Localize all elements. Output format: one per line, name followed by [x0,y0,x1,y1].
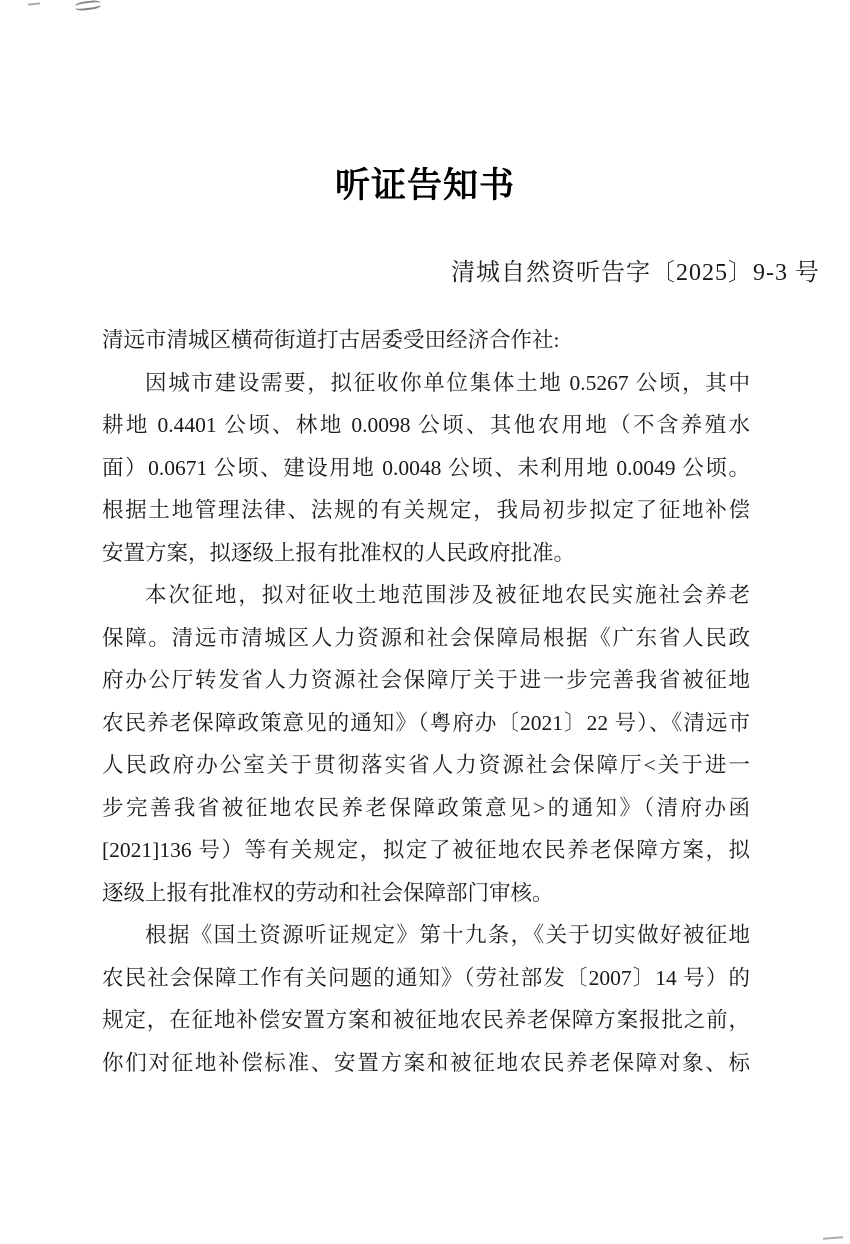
body-line: 保障。清远市清城区人力资源和社会保障局根据《广东省人民政 [102,625,750,650]
body-line: 府办公厅转发省人力资源社会保障厅关于进一步完善我省被征地 [102,668,750,692]
body-line: 安置方案，拟逐级上报有批准权的人民政府批准。 [102,540,576,565]
body-line: 逐级上报有批准权的劳动和社会保障部门审核。 [102,880,554,905]
document-title: 听证告知书 [334,166,515,205]
body-line: 因城市建设需要，拟征收你单位集体土地 0.5267 公顷，其中 [145,370,750,395]
body-line: 规定，在征地补偿安置方案和被征地农民养老保障方案报批之前， [102,1008,750,1032]
body-line: [2021]136 号）等有关规定，拟定了被征地农民养老保障方案，拟 [102,838,750,862]
salutation-line: 清远市清城区横荷街道打古居委受田经济合作社: [102,328,560,352]
scan-artifact-bottom-right [823,1236,843,1239]
document-number: 清城自然资听告字〔2025〕9-3 号 [451,260,820,286]
body-line: 本次征地，拟对征收土地范围涉及被征地农民实施社会养老 [145,583,750,607]
scan-artifact-top-left-scribble [75,0,102,12]
body-line: 根据《国土资源听证规定》第十九条，《关于切实做好被征地 [145,923,750,947]
document-body [102,319,750,1084]
scan-artifact-top-left-small [28,2,40,5]
body-line: 面）0.0671 公顷、建设用地 0.0048 公顷、未利用地 0.0049 公顷。 [102,455,750,480]
body-line: 农民社会保障工作有关问题的通知》（劳社部发〔2007〕14 号）的 [102,965,750,990]
body-line: 耕地 0.4401 公顷、林地 0.0098 公顷、其他农用地（不含养殖水 [102,413,750,437]
body-line: 人民政府办公室关于贯彻落实省人力资源社会保障厅<关于进一 [102,753,750,777]
body-line: 根据土地管理法律、法规的有关规定，我局初步拟定了征地补偿 [102,498,750,522]
body-line: 你们对征地补偿标准、安置方案和被征地农民养老保障对象、标 [102,1050,750,1075]
body-line: 步完善我省被征地农民养老保障政策意见>的通知》（清府办函 [102,795,750,820]
body-line: 农民养老保障政策意见的通知》（粤府办〔2021〕22 号）、《清远市 [102,710,750,735]
